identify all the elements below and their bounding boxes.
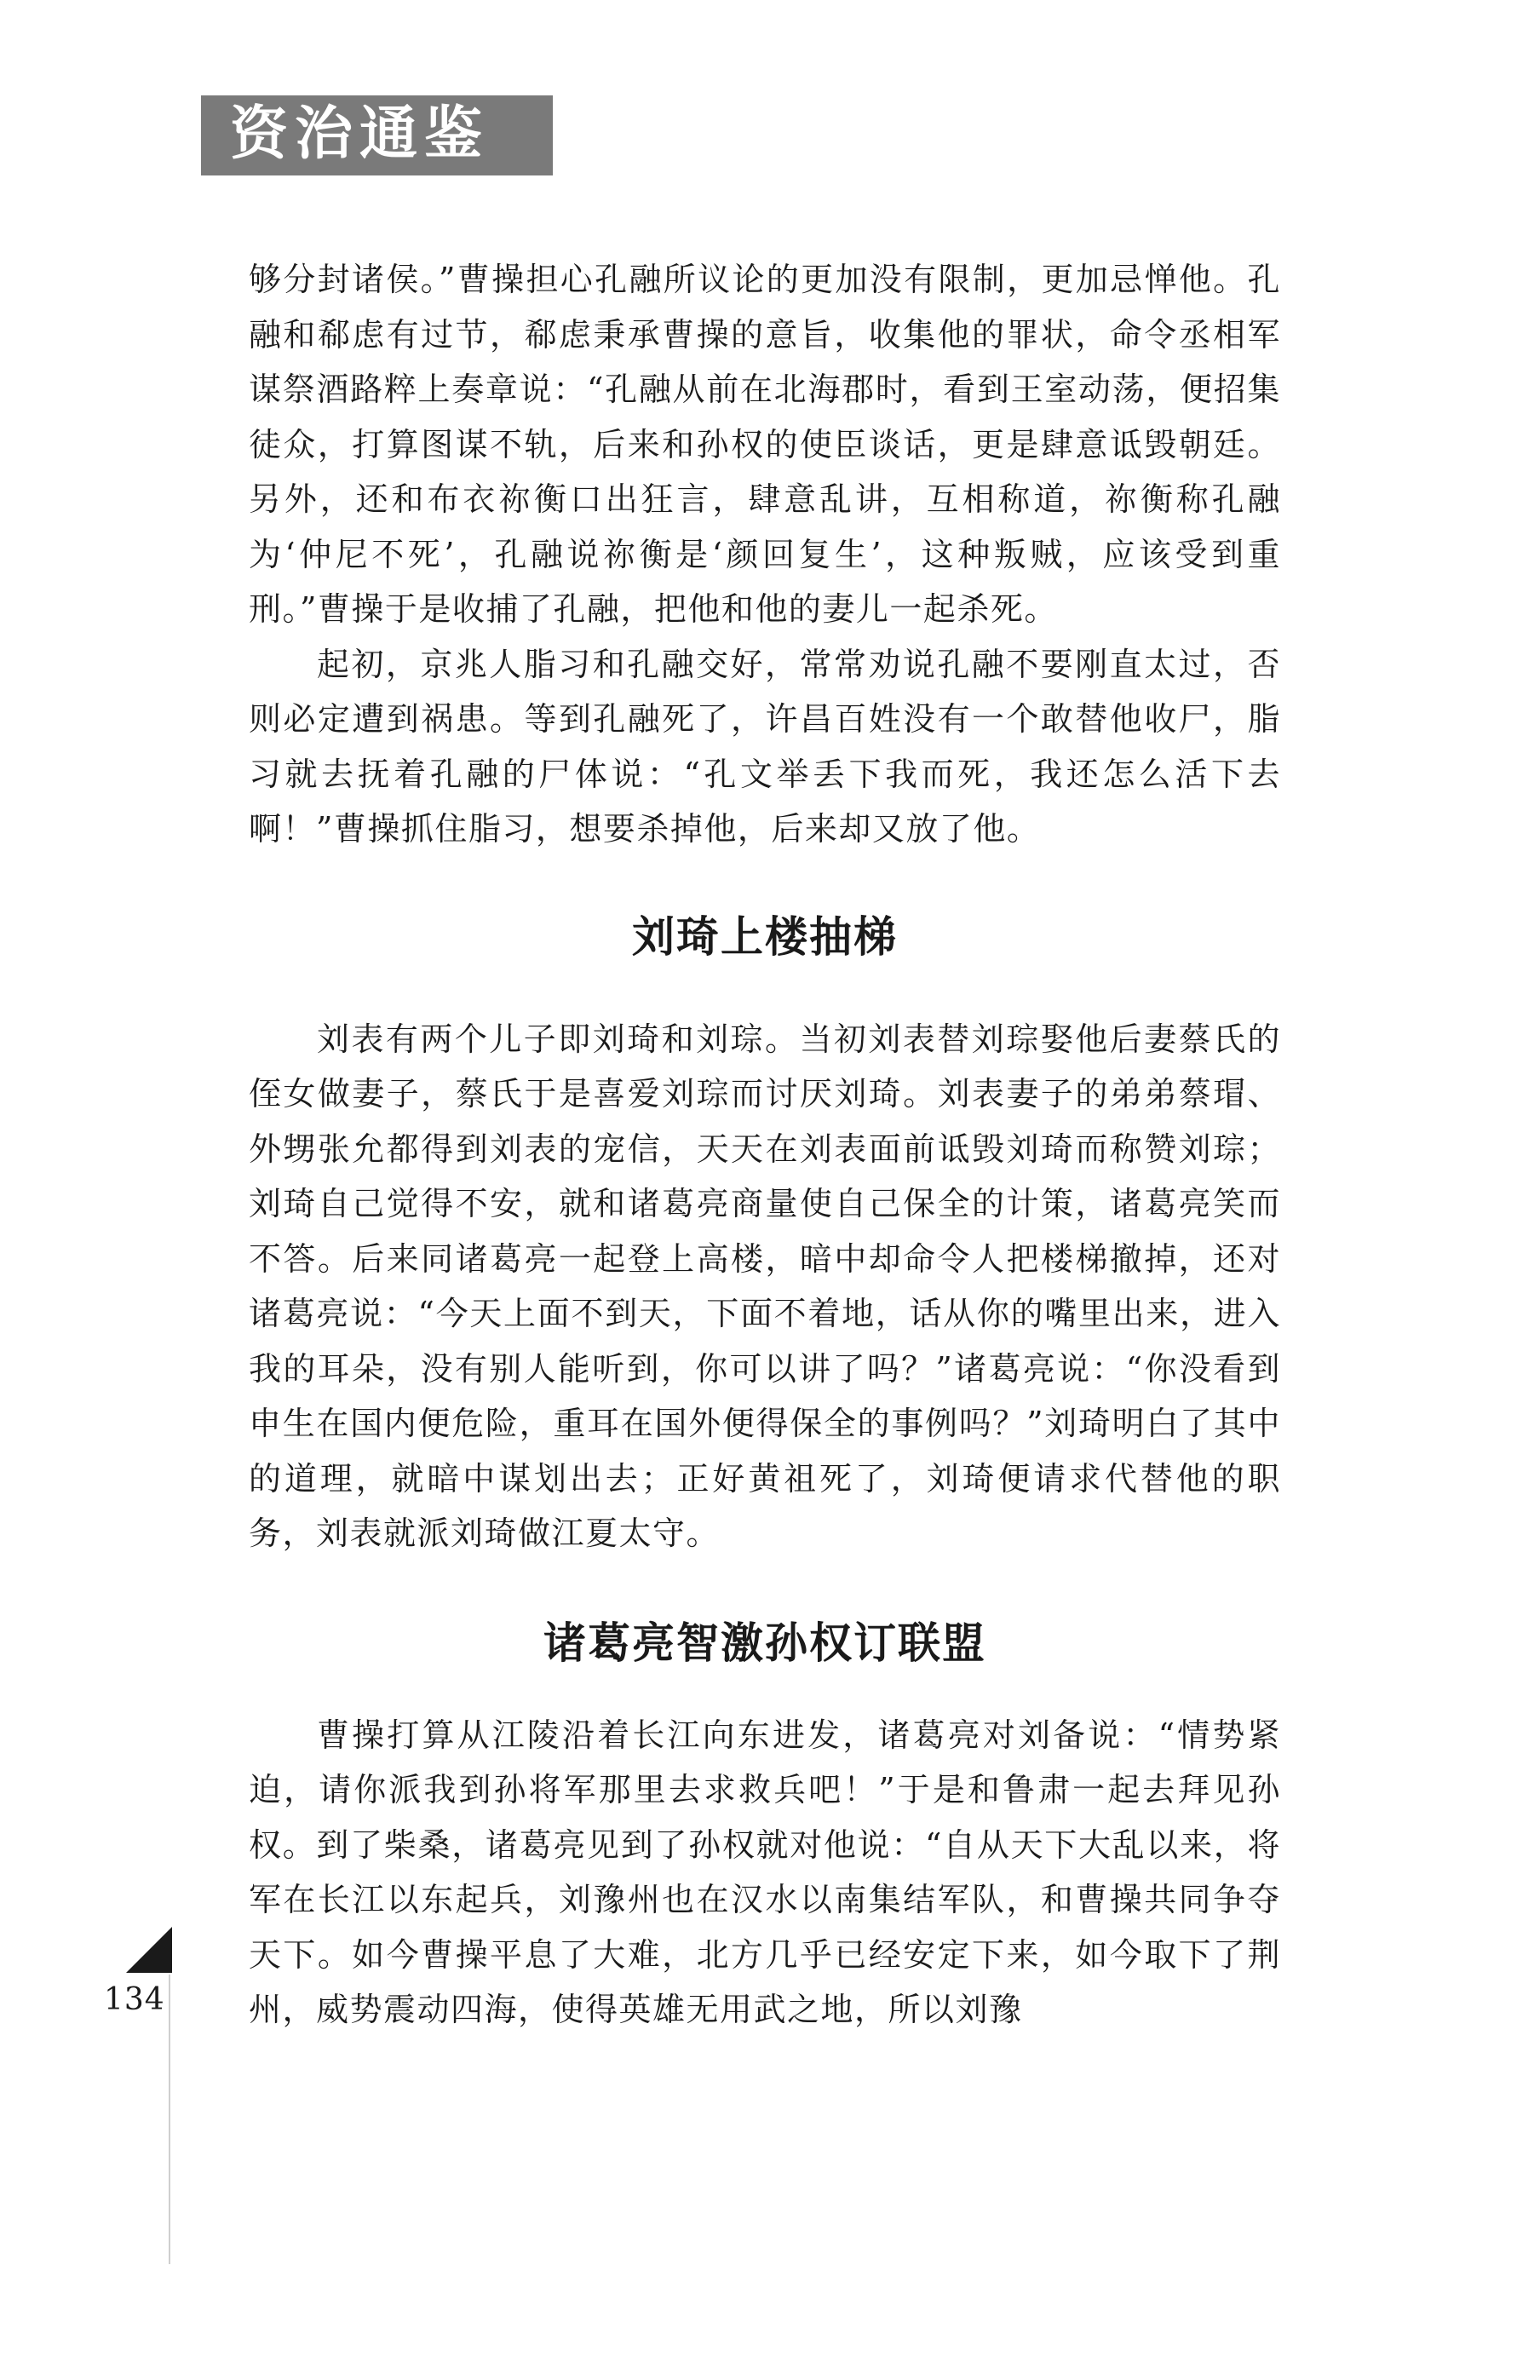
section-title-zhugeliang: 诸葛亮智激孙权订联盟	[543, 1618, 986, 1668]
page-content	[249, 252, 1281, 2038]
paragraph-continued: 够分封诸侯。”曹操担心孔融所议论的更加没有限制，更加忌惮他。孔融和郗虑有过节，郗虑秉承曹操的意旨，收集他的罪状，命令丞相军谋祭酒路粹上奏章说：“孔融从前在北海郡时，看到王室动荡，便招集徒众，打算图谋不轨，后来和孙权的使臣谈话，更是肆意诋毁朝廷。另外，还和布衣祢衡口出狂言，肆意乱讲，互相称道，祢衡称孔融为‘仲尼不死’，孔融说祢衡是‘颜回复生’，这种叛贼，应该受到重刑。”曹操于是收捕了孔融，把他和他的妻儿一起杀死。	[249, 261, 1281, 628]
paragraph-liuqi: 刘表有两个儿子即刘琦和刘琮。当初刘表替刘琮娶他后妻蔡氏的侄女做妻子，蔡氏于是喜爱刘琮而讨厌刘琦。刘表妻子的弟弟蔡瑁、外甥张允都得到刘表的宠信，天天在刘表面前诋毁刘琦而称赞刘琮；刘琦自己觉得不安，就和诸葛亮商量使自己保全的计策，诸葛亮笑而不答。后来同诸葛亮一起登上高楼，暗中却命令人把楼梯撤掉，还对诸葛亮说：“今天上面不到天，下面不着地，话从你的嘴里出来，进入我的耳朵，没有别人能听到，你可以讲了吗？”诸葛亮说：“你没看到申生在国内便危险，重耳在国外便得保全的事例吗？”刘琦明白了其中的道理，就暗中谋划出去；正好黄祖死了，刘琦便请求代替他的职务，刘表就派刘琦做江夏太守。	[249, 1020, 1281, 1552]
book-title: 资治通鉴	[230, 101, 490, 168]
paragraph-zhugeliang: 曹操打算从江陵沿着长江向东进发，诸葛亮对刘备说：“情势紧迫，请你派我到孙将军那里去求救兵吧！”于是和鲁肃一起去拜见孙权。到了柴桑，诸葛亮见到了孙权就对他说：“自从天下大乱以来，将军在长江以东起兵，刘豫州也在汉水以南集结军队，和曹操共同争夺天下。如今曹操平息了大难，北方几乎已经安定下来，如今取下了荆州，威势震动四海，使得英雄无用武之地，所以刘豫	[249, 1716, 1281, 2028]
section-title-liuqi: 刘琦上楼抽梯	[632, 911, 898, 962]
paragraph-zhixi: 起初，京兆人脂习和孔融交好，常常劝说孔融不要刚直太过，否则必定遭到祸患。等到孔融死了，许昌百姓没有一个敢替他收尸，脂习就去抚着孔融的尸体说：“孔文举丢下我而死，我还怎么活下去啊！”曹操抓住脂习，想要杀掉他，后来却又放了他。	[249, 645, 1281, 848]
page-number: 134	[104, 1982, 165, 2017]
margin-rule	[169, 1975, 170, 2264]
page-corner-marker	[126, 1927, 172, 1973]
